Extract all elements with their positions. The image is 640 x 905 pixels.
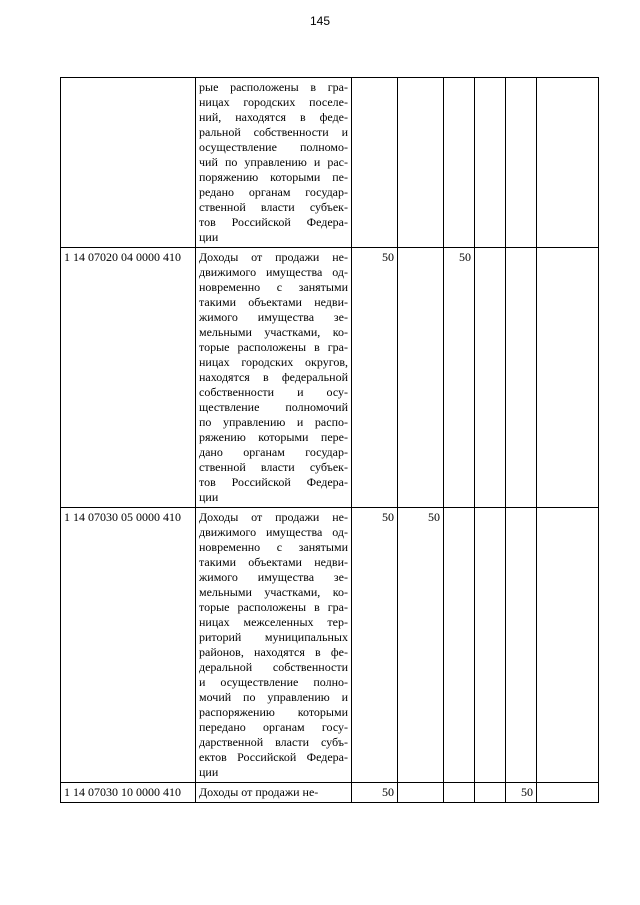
value-cell-col-6 [537,783,599,803]
revenue-name-line: такими объектами недви- [199,295,348,309]
revenue-name-line: риторий муниципальных [199,630,348,644]
revenue-name-line: осуществление полномо- [199,140,348,154]
revenue-name-line: деральной собственности [199,660,348,674]
value-cell-col-3 [444,783,475,803]
revenue-name-line: ществление полномочий [199,400,348,414]
value-cell-col-1: 50 [352,248,398,508]
table-row [61,783,599,803]
value-cell-col-5 [506,508,537,783]
value-cell-col-4 [475,508,506,783]
value-cell-col-4 [475,248,506,508]
revenue-name-line: жимого имущества зе- [199,310,348,324]
revenue-name-line: ницах городских округов, [199,355,348,369]
revenue-name-line: и осуществление полно- [199,675,348,689]
value-cell-col-2 [398,783,444,803]
revenue-name-line: поряжению которыми пе- [199,170,348,184]
revenue-name-line: Доходы от продажи не- [199,785,319,799]
revenue-code-cell: 1 14 07020 04 0000 410 [61,248,196,508]
revenue-name-line: движимого имущества од- [199,265,348,279]
revenue-code-cell: 1 14 07030 10 0000 410 [61,783,196,803]
revenue-name-line: ственной власти субъек- [199,200,348,214]
value-cell-col-5 [506,78,537,248]
value-cell-col-6 [537,508,599,783]
revenue-name-line: мельными участками, ко- [199,585,348,599]
value-cell-col-1 [352,78,398,248]
value-cell-col-3 [444,78,475,248]
value-cell-col-6 [537,248,599,508]
revenue-name-line: движимого имущества од- [199,525,348,539]
revenue-name-line: чий по управлению и рас- [199,155,348,169]
revenue-name-line: торые расположены в гра- [199,340,348,354]
revenue-name-line: передано органам госу- [199,720,348,734]
revenue-name-line: ции [199,230,219,244]
value-cell-col-4 [475,78,506,248]
revenue-name-line: такими объектами недви- [199,555,348,569]
revenue-name-line: ряжению которыми пере- [199,430,348,444]
revenue-name-cell [196,508,352,783]
revenue-name-line: ции [199,765,219,779]
revenue-name-line: жимого имущества зе- [199,570,348,584]
revenue-name-line: новременно с занятыми [199,540,348,554]
revenue-name-line: Доходы от продажи не- [199,510,348,524]
revenue-name-line: ницах межселенных тер- [199,615,348,629]
revenue-name-line: тов Российской Федера- [199,215,348,229]
revenue-name-line: Доходы от продажи не- [199,250,348,264]
page-number: 145 [309,14,331,28]
revenue-name-line: ницах городских поселе- [199,95,348,109]
revenue-name-line: по управлению и распо- [199,415,348,429]
revenue-name-line: ственной власти субъек- [199,460,348,474]
revenue-name-line: ральной собственности и [199,125,348,139]
revenue-name-line: дарственной власти субъ- [199,735,348,749]
value-cell-col-2 [398,248,444,508]
table-row [61,248,599,508]
table-row [61,78,599,248]
revenue-name-line: районов, находятся в фе- [199,645,348,659]
revenue-name-line: новременно с занятыми [199,280,348,294]
revenue-name-line: распоряжению которыми [199,705,348,719]
value-cell-col-4 [475,783,506,803]
revenue-name-line: рые расположены в гра- [199,80,348,94]
value-cell-col-1: 50 [352,783,398,803]
revenue-code-cell [61,78,196,248]
revenue-name-line: ний, находятся в феде- [199,110,348,124]
revenue-name-line: торые расположены в гра- [199,600,348,614]
revenue-name-cell [196,78,352,248]
revenue-name-line: ции [199,490,219,504]
revenue-name-line: редано органам государ- [199,185,348,199]
revenue-name-line: ектов Российской Федера- [199,750,348,764]
revenue-table [60,77,599,803]
revenue-name-line: собственности и осу- [199,385,348,399]
value-cell-col-3: 50 [444,248,475,508]
value-cell-col-6 [537,78,599,248]
revenue-name-line: находятся в федеральной [199,370,348,384]
table-row [61,508,599,783]
value-cell-col-5 [506,248,537,508]
revenue-code-cell: 1 14 07030 05 0000 410 [61,508,196,783]
value-cell-col-1: 50 [352,508,398,783]
revenue-name-cell [196,783,352,803]
value-cell-col-2: 50 [398,508,444,783]
revenue-name-line: тов Российской Федера- [199,475,348,489]
value-cell-col-3 [444,508,475,783]
revenue-name-cell [196,248,352,508]
value-cell-col-5: 50 [506,783,537,803]
revenue-name-line: мельными участками, ко- [199,325,348,339]
value-cell-col-2 [398,78,444,248]
revenue-name-line: мочий по управлению и [199,690,348,704]
revenue-name-line: дано органам государ- [199,445,348,459]
